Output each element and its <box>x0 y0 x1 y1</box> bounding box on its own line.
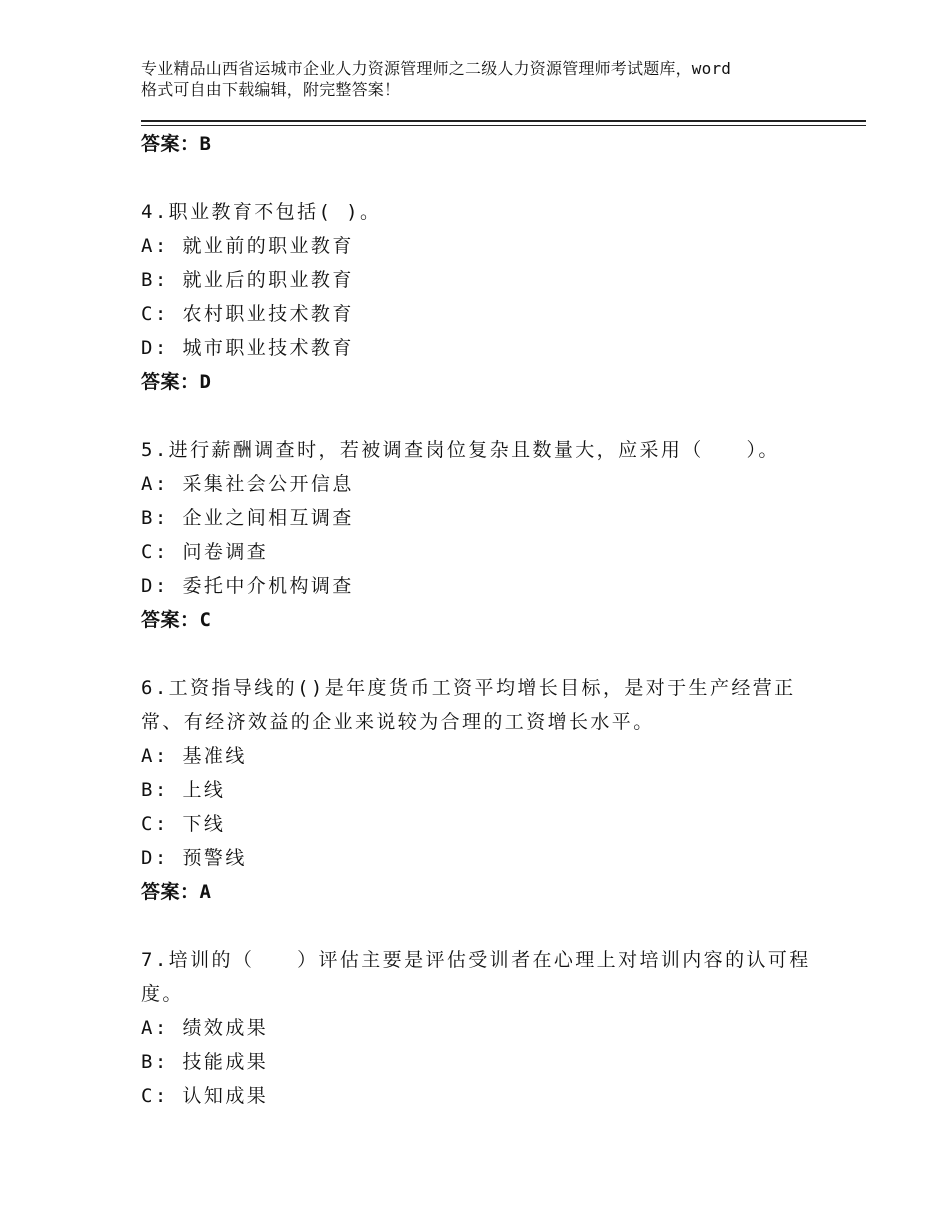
option-c: C: 问卷调查 <box>141 541 269 563</box>
question-text: 7.培训的（ ）评估主要是评估受训者在心理上对培训内容的认可程度。 <box>141 949 811 1005</box>
option-a: A: 就业前的职业教育 <box>141 235 354 257</box>
option-b: B: 就业后的职业教育 <box>141 269 354 291</box>
header-rule-thin <box>141 125 866 126</box>
option-c: C: 农村职业技术教育 <box>141 303 354 325</box>
document-header <box>141 58 841 100</box>
option-a: A: 绩效成果 <box>141 1017 269 1039</box>
header-rule-thick <box>141 120 866 122</box>
option-d: D: 预警线 <box>141 847 247 869</box>
document-body <box>141 127 831 1113</box>
header-line-2: 格式可自由下载编辑，附完整答案！ <box>141 80 401 99</box>
answer-label: 答案：C <box>141 609 212 631</box>
question-6 <box>141 671 831 909</box>
option-b: B: 技能成果 <box>141 1051 269 1073</box>
question-text: 6.工资指导线的()是年度货币工资平均增长目标，是对于生产经营正常、有经济效益的企业来说较为合理的工资增长水平。 <box>141 677 796 733</box>
question-text: 5.进行薪酬调查时，若被调查岗位复杂且数量大，应采用（ ）。 <box>141 439 780 461</box>
header-line-1: 专业精品山西省运城市企业人力资源管理师之二级人力资源管理师考试题库，word <box>141 59 732 78</box>
option-d: D: 城市职业技术教育 <box>141 337 354 359</box>
option-b: B: 企业之间相互调查 <box>141 507 354 529</box>
answer-label: 答案：B <box>141 133 212 155</box>
option-a: A: 基准线 <box>141 745 247 767</box>
option-d: D: 委托中介机构调查 <box>141 575 354 597</box>
question-text: 4.职业教育不包括( )。 <box>141 201 382 223</box>
option-c: C: 认知成果 <box>141 1085 269 1107</box>
answer-label: 答案：A <box>141 881 212 903</box>
option-a: A: 采集社会公开信息 <box>141 473 354 495</box>
question-5 <box>141 433 831 637</box>
answer-label: 答案：D <box>141 371 212 393</box>
option-c: C: 下线 <box>141 813 226 835</box>
question-7 <box>141 943 831 1113</box>
question-4 <box>141 195 831 399</box>
option-b: B: 上线 <box>141 779 226 801</box>
